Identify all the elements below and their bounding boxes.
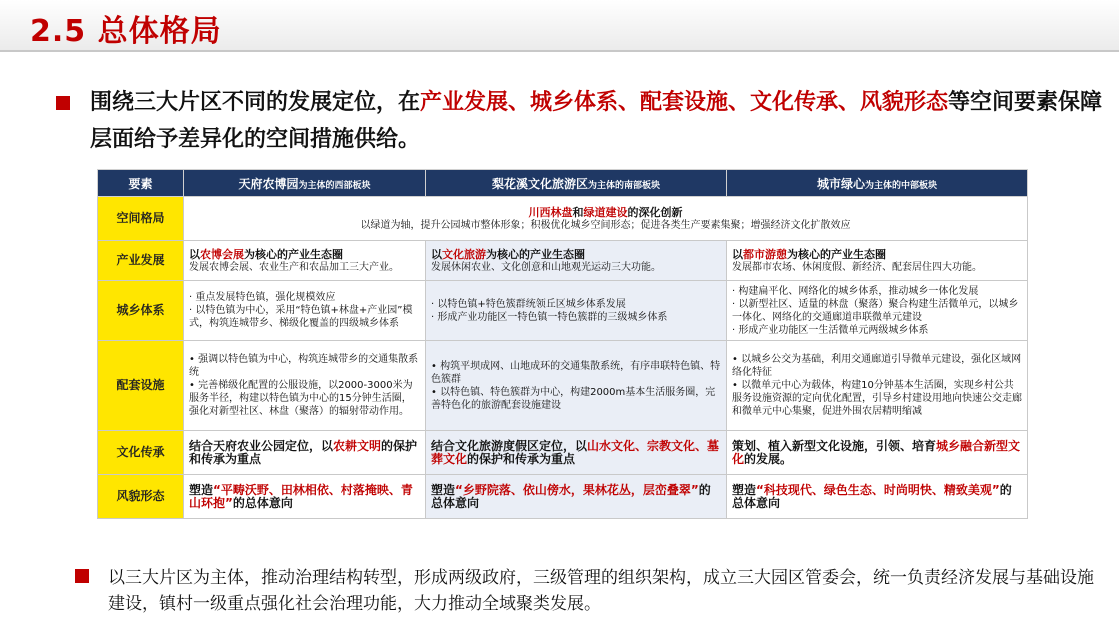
header-col-1-sub: 为主体的西部板块 (298, 180, 371, 191)
intro-text-highlight: 产业发展、城乡体系、配套设施、文化传承、风貌形态 (420, 90, 949, 115)
facilities-cell-2: • 构筑平坝成网、山地成环的交通集散系统，有序串联特色镇、特色簇群 • 以特色镇、特色簇群为中心，构建2000m基本生活服务圈，完善特色化的旅游配套设施建设 (426, 341, 727, 431)
footer-paragraph: 以三大片区为主体，推动治理结构转型，形成两级政府，三级管理的组织架构，成立三大园区管委会，统一负责经济发展与基础设施建设，镇村一级重点强化社会治理功能，大力推动全域聚类发展。 (108, 568, 1094, 614)
row-key-landscape: 风貌形态 (98, 475, 184, 519)
culture-cell-3: 策划、植入新型文化设施，引领、培育城乡融合新型文化的发展。 (727, 431, 1028, 475)
industry-cell-1: 以农博会展为核心的产业生态圈 发展农博会展、农业生产和农品加工三大产业。 (184, 241, 426, 281)
header-col-2 (426, 170, 727, 197)
space-cell (184, 197, 1028, 241)
facilities-cell-3: • 以城乡公交为基础，利用交通廊道引导微单元建设，强化区域网络化特征 • 以微单元中心为载体，构建10分钟基本生活圈，实现乡村公共服务设施资源的定向优化配置，引导乡村建设用地向快速公交走廊和微单元中心集聚，促进外围农居精明缩减 (727, 341, 1028, 431)
header-col-3-sub: 为主体的中部板块 (865, 180, 938, 191)
row-key-facilities: 配套设施 (98, 341, 184, 431)
space-line-2: 以绿道为轴，提升公园城市整体形象；积极优化城乡空间形态；促进各类生产要素集聚；增强经济文化扩散效应 (360, 219, 851, 231)
industry-cell-2: 以文化旅游为核心的产业生态圈 发展休闲农业、文化创意和山地观光运动三大功能。 (426, 241, 727, 281)
row-key-urban-rural: 城乡体系 (98, 281, 184, 341)
header-col-3-main: 城市绿心 (816, 176, 865, 191)
urban-rural-cell-1: · 重点发展特色镇，强化规模效应 · 以特色镇为中心，采用“特色镇+林盘+产业园”模式，构筑连城带乡、梯级化覆盖的四级城乡体系 (184, 281, 426, 341)
space-line-1: 川西林盘和绿道建设的深化创新 (528, 205, 683, 219)
row-key-culture: 文化传承 (98, 431, 184, 475)
intro-text-2: 等空间要素保障层面给予差异化的空间措施供给。 (90, 90, 1103, 152)
header-key: 要素 (98, 170, 184, 197)
header-col-2-sub: 为主体的南部板块 (588, 180, 661, 191)
row-key-space: 空间格局 (98, 197, 184, 241)
bullet-square-icon (56, 96, 70, 110)
slide-title: 2.5 总体格局 (30, 14, 222, 49)
culture-cell-1: 结合天府农业公园定位，以农耕文明的保护和传承为重点 (184, 431, 426, 475)
facilities-cell-1: • 强调以特色镇为中心，构筑连城带乡的交通集散系统 • 完善梯级化配置的公服设施，以2000-3000米为服务半径，构建以特色镇为中心的15分钟生活圈，强化对新型社区、林盘（聚落）的辐射带动作用。 (184, 341, 426, 431)
intro-paragraph (90, 84, 1105, 158)
header-col-2-main: 梨花溪文化旅游区 (491, 176, 588, 191)
header-col-3 (727, 170, 1028, 197)
row-key-industry: 产业发展 (98, 241, 184, 281)
landscape-cell-2: 塑造“乡野院落、依山傍水，果林花丛，层峦叠翠”的总体意向 (426, 475, 727, 519)
intro-text-1: 围绕三大片区不同的发展定位，在 (90, 90, 421, 115)
landscape-cell-3: 塑造“科技现代、绿色生态、时尚明快、精致美观”的总体意向 (727, 475, 1028, 519)
landscape-cell-1: 塑造“平畴沃野、田林相依、村落掩映、青山环抱”的总体意向 (184, 475, 426, 519)
industry-cell-3: 以都市游憩为核心的产业生态圈 发展都市农场、休闲度假、新经济、配套居住四大功能。 (727, 241, 1028, 281)
header-col-1-main: 天府农博园 (238, 176, 299, 191)
header-col-1 (184, 170, 426, 197)
comparison-table (97, 169, 1027, 520)
urban-rural-cell-3: · 构建扁平化、网络化的城乡体系，推动城乡一体化发展 · 以新型社区、适量的林盘（聚落）聚合构建生活微单元，以城乡一体化、网络化的交通廊道串联微单元建设 · 形成产业功能区一生活微单元两级城乡体系 (727, 281, 1028, 341)
urban-rural-cell-2: · 以特色镇+特色簇群统领丘区城乡体系发展 · 形成产业功能区一特色镇一特色簇群的三级城乡体系 (426, 281, 727, 341)
bullet-square-icon (75, 569, 89, 583)
title-bar (0, 0, 1119, 52)
culture-cell-2: 结合文化旅游度假区定位，以山水文化、宗教文化、墓葬文化的保护和传承为重点 (426, 431, 727, 475)
